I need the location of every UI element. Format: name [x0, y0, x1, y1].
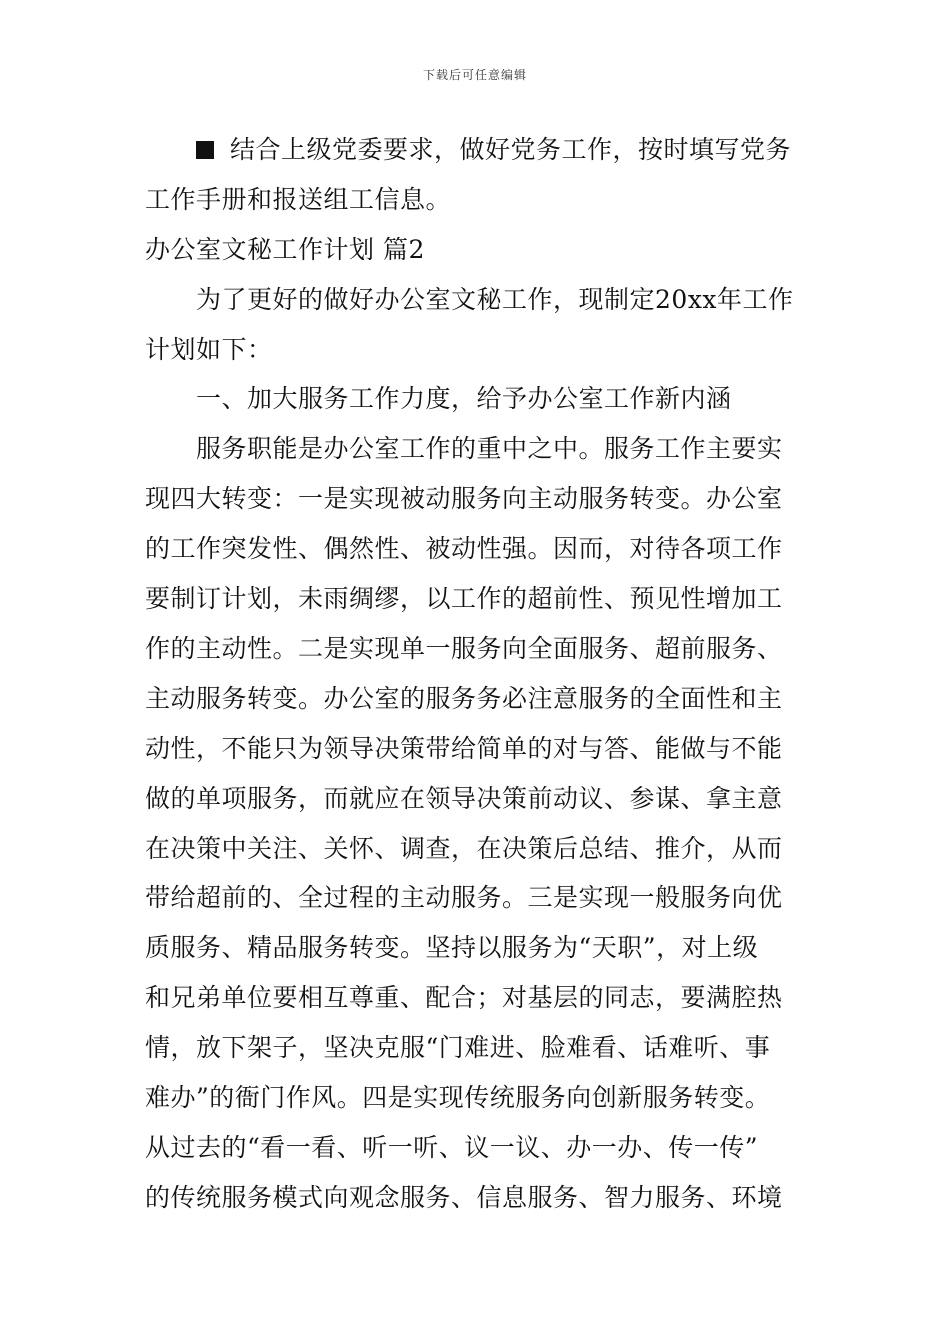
body-line: 要制订计划，未雨绸缪，以工作的超前性、预见性增加工	[145, 584, 783, 613]
intro-line-1: 为了更好的做好办公室文秘工作，现制定20xx年工作	[196, 285, 794, 314]
heading-1: 一、加大服务工作力度，给予办公室工作新内涵	[196, 384, 732, 413]
body-line: 动性，不能只为领导决策带给简单的对与答、能做与不能	[145, 734, 783, 763]
intro-line-2: 计划如下：	[145, 335, 273, 364]
bullet-paragraph-line	[196, 135, 861, 165]
body-line: 的传统服务模式向观念服务、信息服务、智力服务、环境	[145, 1183, 783, 1212]
body-line: 作的主动性。二是实现单一服务向全面服务、超前服务、	[145, 634, 783, 663]
body-line: 情，放下架子，坚决克服“门难进、脸难看、话难听、事	[145, 1033, 771, 1062]
body-line: 在决策中关注、关怀、调查，在决策后总结、推介，从而	[145, 834, 783, 863]
body-line: 做的单项服务，而就应在领导决策前动议、参谋、拿主意	[145, 784, 783, 813]
header-note: 下载后可任意编辑	[422, 68, 527, 82]
bullet-text: 结合上级党委要求，做好党务工作，按时填写党务	[230, 135, 792, 164]
body-line: 从过去的“看一看、听一听、议一议、办一办、传一传”	[145, 1133, 759, 1162]
body-line: 质服务、精品服务转变。坚持以服务为“天职”，对上级	[145, 933, 759, 962]
body-line: 服务职能是办公室工作的重中之中。服务工作主要实	[196, 434, 783, 463]
square-bullet-icon	[196, 141, 214, 159]
body-line: 难办”的衙门作风。四是实现传统服务向创新服务转变。	[145, 1083, 771, 1112]
body-line: 带给超前的、全过程的主动服务。三是实现一般服务向优	[145, 883, 783, 912]
body-line: 主动服务转变。办公室的服务务必注意服务的全面性和主	[145, 684, 783, 713]
body-line: 的工作突发性、偶然性、被动性强。因而，对待各项工作	[145, 534, 783, 563]
section-title: 办公室文秘工作计划 篇2	[145, 235, 425, 264]
body-line: 和兄弟单位要相互尊重、配合；对基层的同志，要满腔热	[145, 983, 783, 1012]
bullet-paragraph-line-2: 工作手册和报送组工信息。	[145, 185, 452, 214]
body-line: 现四大转变：一是实现被动服务向主动服务转变。办公室	[145, 484, 783, 513]
